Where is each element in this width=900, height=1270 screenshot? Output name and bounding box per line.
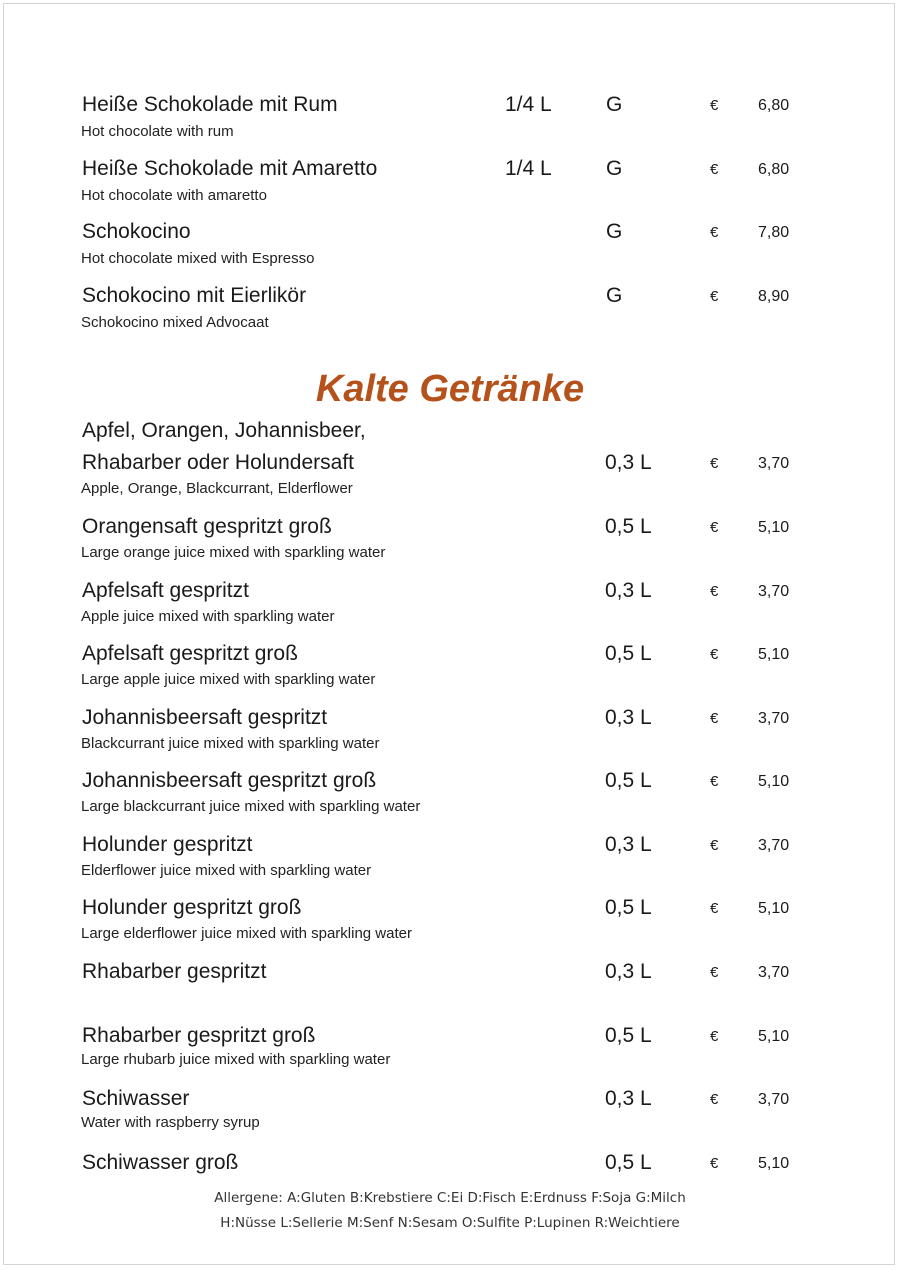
item-name: Heiße Schokolade mit Amaretto — [82, 157, 378, 180]
section-title: Kalte Getränke — [315, 368, 585, 410]
item-allergen: G — [606, 284, 623, 307]
item-price: 5,10 — [758, 773, 790, 790]
item-size: 0,5 L — [605, 1024, 652, 1047]
currency-symbol: € — [710, 1028, 719, 1045]
item-allergen: G — [606, 157, 623, 180]
item-allergen: G — [606, 93, 623, 116]
item-name: Schokocino — [82, 220, 191, 243]
currency-symbol: € — [710, 224, 719, 241]
item-size: 0,5 L — [605, 769, 652, 792]
currency-symbol: € — [710, 1091, 719, 1108]
item-size: 0,3 L — [605, 706, 652, 729]
item-description: Large elderflower juice mixed with sparkling water — [81, 925, 412, 942]
item-name: Holunder gespritzt groß — [82, 896, 302, 919]
allergen-legend-line1: Allergene: A:Gluten B:Krebstiere C:Ei D:Fisch E:Erdnuss F:Soja G:Milch — [214, 1190, 686, 1206]
item-name: Johannisbeersaft gespritzt groß — [82, 769, 377, 792]
item-name: Schokocino mit Eierlikör — [82, 284, 307, 307]
item-description: Large apple juice mixed with sparkling water — [81, 671, 376, 688]
item-size: 0,5 L — [605, 1151, 652, 1174]
item-price: 3,70 — [758, 710, 790, 727]
item-price: 5,10 — [758, 646, 790, 663]
item-description: Large blackcurrant juice mixed with sparkling water — [81, 798, 421, 815]
item-size: 1/4 L — [505, 157, 552, 180]
item-price: 5,10 — [758, 900, 790, 917]
currency-symbol: € — [710, 455, 719, 472]
item-description: Hot chocolate mixed with Espresso — [81, 250, 315, 267]
currency-symbol: € — [710, 773, 719, 790]
item-description: Water with raspberry syrup — [81, 1114, 260, 1131]
item-size: 0,5 L — [605, 896, 652, 919]
item-size: 0,3 L — [605, 579, 652, 602]
item-name: Orangensaft gespritzt groß — [82, 515, 332, 538]
item-description: Elderflower juice mixed with sparkling water — [81, 862, 372, 879]
item-size: 0,3 L — [605, 960, 652, 983]
item-price: 3,70 — [758, 837, 790, 854]
currency-symbol: € — [710, 288, 719, 305]
item-name: Schiwasser — [82, 1087, 190, 1110]
item-allergen: G — [606, 220, 623, 243]
currency-symbol: € — [710, 583, 719, 600]
item-price: 3,70 — [758, 1091, 790, 1108]
item-name: Rhabarber gespritzt groß — [82, 1024, 316, 1047]
item-description: Apple juice mixed with sparkling water — [81, 608, 335, 625]
item-size: 0,3 L — [605, 1087, 652, 1110]
item-price: 5,10 — [758, 1155, 790, 1172]
item-price: 7,80 — [758, 224, 790, 241]
item-description: Hot chocolate with rum — [81, 123, 234, 140]
item-name: Apfelsaft gespritzt — [82, 579, 249, 602]
item-name: Heiße Schokolade mit Rum — [82, 93, 338, 116]
currency-symbol: € — [710, 964, 719, 981]
item-size: 0,3 L — [605, 833, 652, 856]
item-size: 0,5 L — [605, 515, 652, 538]
item-price: 5,10 — [758, 519, 790, 536]
item-description: Hot chocolate with amaretto — [81, 187, 267, 204]
item-size: 0,3 L — [605, 451, 652, 474]
item-description: Apple, Orange, Blackcurrant, Elderflower — [81, 480, 353, 497]
currency-symbol: € — [710, 710, 719, 727]
item-description: Large rhubarb juice mixed with sparkling water — [81, 1051, 391, 1068]
currency-symbol: € — [710, 900, 719, 917]
item-name-line2: Rhabarber oder Holundersaft — [82, 451, 354, 474]
currency-symbol: € — [710, 1155, 719, 1172]
allergen-legend-line2: H:Nüsse L:Sellerie M:Senf N:Sesam O:Sulfite P:Lupinen R:Weichtiere — [220, 1215, 680, 1231]
currency-symbol: € — [710, 161, 719, 178]
item-size: 0,5 L — [605, 642, 652, 665]
currency-symbol: € — [710, 646, 719, 663]
item-description: Large orange juice mixed with sparkling water — [81, 544, 386, 561]
item-price: 5,10 — [758, 1028, 790, 1045]
item-price: 8,90 — [758, 288, 790, 305]
item-price: 6,80 — [758, 97, 790, 114]
currency-symbol: € — [710, 837, 719, 854]
currency-symbol: € — [710, 519, 719, 536]
item-name: Rhabarber gespritzt — [82, 960, 267, 983]
item-description: Schokocino mixed Advocaat — [81, 314, 269, 331]
currency-symbol: € — [710, 97, 719, 114]
item-price: 3,70 — [758, 964, 790, 981]
item-name: Holunder gespritzt — [82, 833, 253, 856]
item-name: Apfel, Orangen, Johannisbeer, — [82, 419, 366, 442]
item-description: Blackcurrant juice mixed with sparkling water — [81, 735, 380, 752]
item-price: 6,80 — [758, 161, 790, 178]
item-name: Schiwasser groß — [82, 1151, 239, 1174]
item-name: Apfelsaft gespritzt groß — [82, 642, 298, 665]
item-name: Johannisbeersaft gespritzt — [82, 706, 328, 729]
item-size: 1/4 L — [505, 93, 552, 116]
item-price: 3,70 — [758, 583, 790, 600]
item-price: 3,70 — [758, 455, 790, 472]
